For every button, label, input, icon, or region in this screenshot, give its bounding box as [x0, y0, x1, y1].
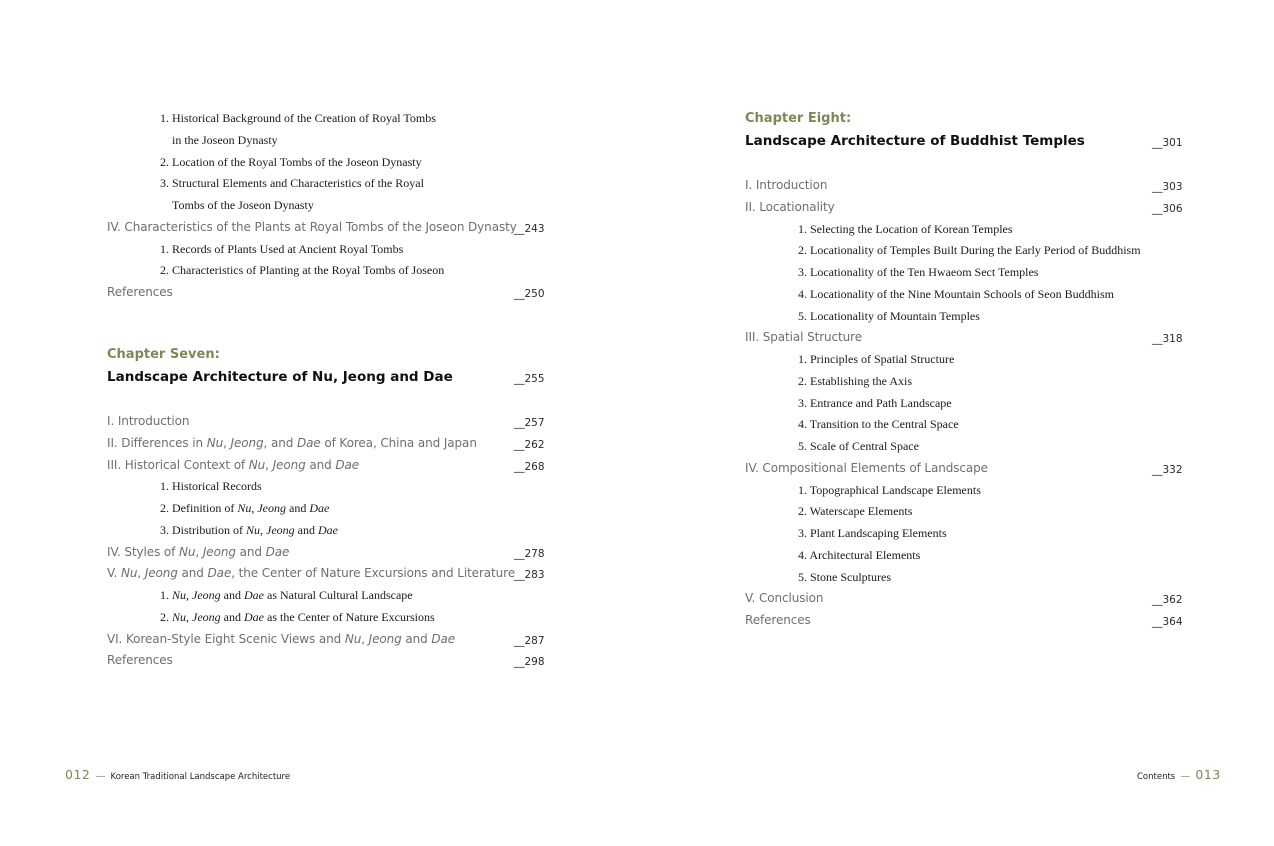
toc-subsection: 2. Location of the Royal Tombs of the Joseon Dynasty — [160, 154, 422, 169]
toc-section: References — [745, 613, 811, 627]
toc-subsection: 2. Establishing the Axis — [798, 373, 912, 388]
toc-subsection: 3. Plant Landscaping Elements — [798, 526, 947, 540]
toc-subsection: 2. Waterscape Elements — [798, 504, 913, 519]
toc-section: II. Differences in Nu, Jeong, and Dae of Korea, China and Japan — [107, 435, 477, 450]
toc-section: I. Introduction — [745, 178, 828, 192]
chapter-page-number: __255 — [514, 373, 545, 385]
toc-section: V. Conclusion — [745, 591, 824, 606]
toc-subsection: 5. Locationality of Mountain Temples — [798, 308, 980, 323]
toc-section: II. Locationality — [745, 199, 835, 214]
toc-subsection: 4. Transition to the Central Space — [798, 417, 959, 432]
toc-section: V. Nu, Jeong and Dae, the Center of Nature Excursions and Literature — [107, 566, 516, 581]
toc-subsection: 2. Nu, Jeong and Dae as the Center of Nature Excursions — [160, 609, 435, 624]
toc-subsection: in the Joseon Dynasty — [172, 132, 278, 147]
toc-page-number: __306 — [1152, 202, 1183, 215]
toc-page-number: __332 — [1152, 463, 1183, 476]
toc-subsection: 1. Principles of Spatial Structure — [798, 352, 955, 366]
right-page — [637, 0, 1274, 846]
toc-page-number: __283 — [514, 569, 545, 582]
folio-dash: — — [95, 771, 106, 782]
toc-subsection: 4. Locationality of the Nine Mountain Schools of Seon Buddhism — [798, 286, 1114, 301]
chapter-title: Landscape Architecture of Nu, Jeong and Dae — [107, 369, 453, 385]
toc-section: I. Introduction — [107, 414, 190, 428]
folio-dash: — — [1180, 771, 1191, 782]
toc-subsection: 3. Locationality of the Ten Hwaeom Sect Temples — [798, 265, 1039, 279]
folio-right — [1137, 764, 1221, 783]
toc-section: VI. Korean-Style Eight Scenic Views and Nu, Jeong and Dae — [107, 631, 456, 646]
toc-subsection: 3. Distribution of Nu, Jeong and Dae — [160, 522, 338, 537]
chapter-page-number: __301 — [1152, 137, 1183, 149]
toc-subsection: 1. Historical Records — [160, 479, 262, 494]
folio-left — [65, 764, 290, 783]
toc-subsection: Tombs of the Joseon Dynasty — [172, 198, 314, 212]
toc-subsection: 2. Characteristics of Planting at the Royal Tombs of Joseon — [160, 263, 445, 278]
toc-page-number: __364 — [1152, 616, 1183, 628]
toc-page-number: __250 — [514, 288, 545, 300]
chapter-label: Chapter Seven: — [107, 347, 220, 362]
toc-subsection: 2. Locationality of Temples Built During the Early Period of Buddhism — [798, 243, 1141, 258]
page-number: 012 — [65, 767, 91, 782]
book-title: Korean Traditional Landscape Architecture — [110, 772, 291, 782]
toc-subsection: 1. Nu, Jeong and Dae as Natural Cultural Landscape — [160, 588, 413, 602]
section-title: Contents — [1137, 772, 1176, 782]
toc-section: IV. Compositional Elements of Landscape — [745, 460, 988, 475]
toc-subsection: 1. Selecting the Location of Korean Temples — [798, 221, 1013, 236]
toc-subsection: 1. Topographical Landscape Elements — [798, 482, 981, 497]
toc-subsection: 3. Entrance and Path Landscape — [798, 395, 952, 410]
toc-section: IV. Styles of Nu, Jeong and Dae — [107, 544, 290, 559]
toc-page-number: __287 — [514, 634, 545, 647]
toc-section: References — [107, 285, 173, 299]
toc-subsection: 5. Stone Sculptures — [798, 569, 891, 584]
toc-subsection: 2. Definition of Nu, Jeong and Dae — [160, 501, 330, 515]
chapter-label: Chapter Eight: — [745, 111, 852, 126]
toc-section: References — [107, 653, 173, 668]
toc-page-number: __318 — [1152, 333, 1183, 346]
toc-section: III. Historical Context of Nu, Jeong and Dae — [107, 457, 360, 472]
toc-page-number: __362 — [1152, 594, 1183, 607]
toc-subsection: 1. Records of Plants Used at Ancient Royal Tombs — [160, 241, 404, 256]
toc-page-number: __268 — [514, 460, 545, 473]
toc-subsection: 1. Historical Background of the Creation of Royal Tombs — [160, 111, 436, 125]
toc-page-number: __278 — [514, 547, 545, 560]
toc-subsection: 5. Scale of Central Space — [798, 439, 919, 453]
page-number: 013 — [1195, 767, 1221, 782]
toc-page-number: __262 — [514, 438, 545, 451]
toc-section: IV. Characteristics of the Plants at Royal Tombs of the Joseon Dynasty — [107, 219, 517, 234]
toc-section: III. Spatial Structure — [745, 330, 862, 345]
toc-page-number: __298 — [514, 656, 545, 669]
toc-page-number: __243 — [514, 222, 545, 235]
chapter-title: Landscape Architecture of Buddhist Temples — [745, 133, 1085, 149]
toc-subsection: 3. Structural Elements and Characteristics of the Royal — [160, 176, 424, 191]
toc-subsection: 4. Architectural Elements — [798, 547, 921, 562]
toc-page-number: __303 — [1152, 181, 1183, 193]
toc-page-number: __257 — [514, 417, 545, 429]
